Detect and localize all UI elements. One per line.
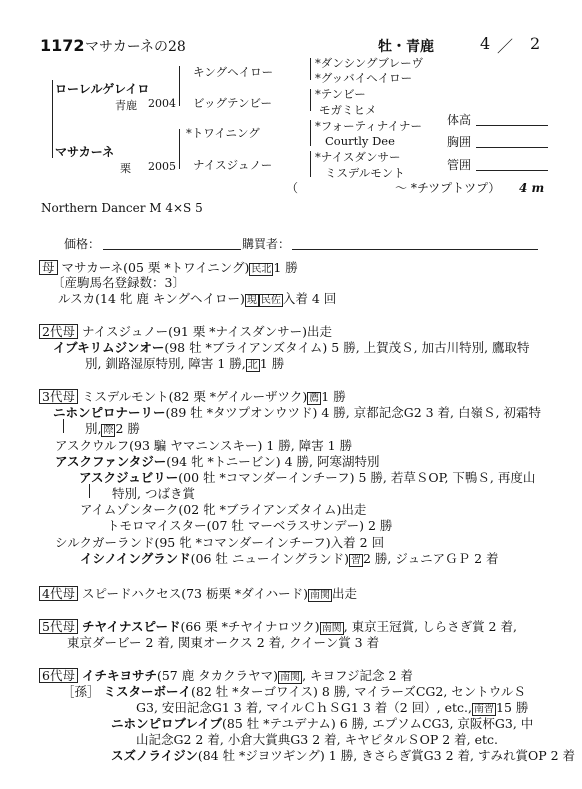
gen5-runner-name: チヤイナスピード bbox=[81, 619, 181, 634]
gen3-runner4-son-tag: 習 bbox=[351, 555, 361, 566]
gen4-label: 4代母 bbox=[39, 586, 78, 601]
dam-label: 母 bbox=[39, 260, 58, 275]
gen2-runner1-name: イブキリムジンオー bbox=[53, 340, 165, 355]
gen3-runner2: アスクウルフ(93 騙 ヤマニンスキー) 1 勝, 障害 1 勝 bbox=[55, 438, 353, 453]
dam-offspring-row bbox=[58, 289, 336, 307]
dam-line1-tail: 1 勝 bbox=[273, 260, 298, 275]
gen6-runner-tag: 南関 bbox=[280, 672, 301, 683]
birth-month: 4 bbox=[480, 34, 491, 53]
gen3-runner3-daughter: アイムゾンターク(02 牝 *ブライアンズタイム)出走 bbox=[80, 502, 367, 517]
gen6-grand2-name: ニホンピロブレイブ bbox=[111, 716, 223, 731]
offspring-tag1: 現 bbox=[246, 295, 257, 306]
gen6-runner-text: (57 鹿 タカクラヤマ) bbox=[156, 668, 279, 683]
gen3-runner4-son-tail: 2 勝, ジュニアＧＰ 2 着 bbox=[363, 551, 499, 566]
offspring-tail: 入着 4 回 bbox=[282, 291, 337, 306]
sire-dam: ビッグテンビー bbox=[193, 96, 273, 110]
girth-label: 胸囲 bbox=[447, 135, 472, 149]
gen6-runner-name: イチキヨサチ bbox=[81, 668, 157, 683]
catalog-number: 1172 bbox=[40, 36, 85, 55]
gen6-grand1-name: ミスターボーイ bbox=[103, 684, 192, 699]
gen3-runner4-son bbox=[80, 549, 499, 567]
sire-sire-dam: *グッバイヘイロー bbox=[315, 71, 413, 85]
gen3-runner1-tag: 際 bbox=[103, 425, 114, 436]
offspring-text: ルスカ(14 牝 鹿 キングヘイロー) bbox=[58, 291, 245, 306]
price-label: 価格： bbox=[64, 237, 101, 251]
gen4-dam-text: スピードハクセス(73 栃栗 *ダイハード) bbox=[81, 586, 309, 601]
gen6-grand2-cont: 山記念G2 2 着, 小倉大賞典G3 2 着, キヤピタルＳOP 2 着, etc. bbox=[136, 732, 498, 747]
cannon-label: 管囲 bbox=[447, 158, 472, 172]
dam-dam-sire: *ナイスダンサー bbox=[315, 150, 401, 164]
sex-color: 牡・青鹿 bbox=[378, 39, 434, 55]
gen2-runner1-tail: 1 勝 bbox=[259, 356, 285, 371]
gen4-dam-tail: 出走 bbox=[332, 586, 358, 601]
sire-year: 2004 bbox=[148, 97, 176, 110]
grandchild-label: ［孫］ bbox=[62, 684, 100, 699]
gen3-dam-text: ミスデルモント(82 栗 *ゲイルーザツク) bbox=[81, 389, 308, 404]
dam-foal-title: マサカーネの28 bbox=[85, 39, 186, 55]
offspring-tag2: 民佐 bbox=[260, 295, 281, 306]
height-label: 体高 bbox=[447, 113, 472, 127]
gen2-runner1-tag: 北 bbox=[247, 360, 258, 371]
gen4-dam-tag: 南関 bbox=[310, 590, 331, 601]
dam-sire-dam: Courtly Dee bbox=[325, 134, 395, 148]
dam-name: マサカーネ bbox=[55, 145, 115, 159]
gen5-runner-tail: , 東京王冠賞, しらさぎ賞 2 着, bbox=[343, 619, 517, 634]
gen3-son-cont: 特別, つばき賞 bbox=[112, 486, 195, 501]
gen4-line1 bbox=[39, 584, 357, 602]
gen6-grand2-text: (85 牡 *テユデナム) 6 勝, エプソムCG3, 京阪杯G3, 中 bbox=[222, 716, 534, 731]
gen3-dam-tail: 1 勝 bbox=[321, 389, 346, 404]
gen3-label: 3代母 bbox=[39, 389, 78, 404]
dam-dam: ナイスジュノー bbox=[193, 158, 273, 172]
gen6-grand1-tail: 15 勝 bbox=[496, 700, 529, 715]
sire-sire: キングヘイロー bbox=[193, 65, 274, 79]
sire-color: 青鹿 bbox=[115, 99, 137, 112]
gen2-runner1-cont-text: 別, 釧路湿原特別, 障害 1 勝, bbox=[85, 356, 246, 371]
gen6-grand1-text: (82 牡 *ターゴワイス) 8 勝, マイラーズCG2, セントウルＳ bbox=[191, 684, 526, 699]
gen2-dam-text: ナイスジュノー(91 栗 *ナイスダンサー)出走 bbox=[81, 324, 333, 339]
gen6-grand3 bbox=[111, 746, 575, 764]
gen6-grand3-text: (84 牡 *ジヨツギング) 1 勝, きさらぎ賞G3 2 着, すみれ賞OP 2 着 bbox=[197, 748, 575, 763]
gen3-runner1-tail: 2 勝 bbox=[115, 421, 140, 436]
dam-line1-text: マサカーネ(05 栗 *トワイニング) bbox=[61, 260, 250, 275]
gen3-runner3-text: (94 牝 *トニービン) 4 勝, 阿寒湖特別 bbox=[166, 454, 380, 469]
gen3-dam-tag: 薦 bbox=[309, 393, 320, 404]
birth-separator: ／ bbox=[497, 37, 514, 56]
dam-dam-dam: ミスデルモント bbox=[325, 166, 405, 180]
gen5-runner-cont: 東京ダービー 2 着, 関東オークス 2 着, クイーン賞 3 着 bbox=[67, 635, 380, 650]
dam-year: 2005 bbox=[148, 160, 176, 173]
gen3-runner4: シルクガーランド(95 牝 *コマンダーインチーフ)入着 2 回 bbox=[55, 535, 385, 550]
dam-color: 栗 bbox=[120, 162, 131, 175]
gen3-runner1-cont bbox=[85, 419, 140, 437]
gen6-grand3-name: スズノライジン bbox=[111, 748, 198, 763]
gen2-label: 2代母 bbox=[39, 324, 78, 339]
gen5-runner-tag: 南関 bbox=[321, 623, 342, 634]
dam-offspring-count: 〔産駒馬名登録数：3〕 bbox=[52, 275, 185, 290]
sire-sire-sire: *ダンシングブレーヴ bbox=[315, 56, 424, 70]
gen2-runner1-cont bbox=[85, 354, 284, 372]
gen6-grand1-tag: 南習 bbox=[474, 704, 494, 715]
gen5-runner-text: (66 栗 *チヤイナロツク) bbox=[180, 619, 320, 634]
dam-sire: *トワイニング bbox=[186, 126, 260, 140]
dam-line1-tag: 民北 bbox=[251, 264, 272, 275]
birth-day: 2 bbox=[530, 34, 541, 53]
buyer-label: 購買者： bbox=[242, 237, 291, 251]
gen3-son-name: アスクジュビリー bbox=[79, 470, 179, 485]
gen2-runner1-text: (98 牡 *ブライアンズタイム) 5 勝, 上賀茂Ｓ, 加古川特別, 鷹取特 bbox=[164, 340, 530, 355]
gen5-label: 5代母 bbox=[39, 619, 78, 634]
gen3-runner3-name: アスクファンタジー bbox=[55, 454, 167, 469]
gen3-runner1-text: (89 牡 *タツプオンウツド) 4 勝, 京都記念G2 3 着, 白嶺Ｓ, 初霜特 bbox=[165, 405, 541, 420]
gen3-son-text: (00 牡 *コマンダーインチーフ) 5 勝, 若草ＳOP, 下鴨Ｓ, 再度山 bbox=[178, 470, 536, 485]
gen3-granddaughter-son: トモロマイスター(07 牡 マーベラスサンデー) 2 勝 bbox=[107, 518, 393, 533]
gen3-runner1-name: ニホンピロナーリー bbox=[53, 405, 166, 420]
extra-paren: （ bbox=[286, 181, 299, 195]
gen6-label: 6代母 bbox=[39, 668, 78, 683]
sire-dam-sire: *テンビー bbox=[315, 87, 366, 101]
gen3-runner4-son-name: イシノイングランド bbox=[80, 551, 191, 566]
gen6-runner-tail: , キヨフジ記念 2 着 bbox=[302, 668, 413, 683]
gen3-runner4-son-text: (06 牡 ニューイングランド) bbox=[190, 551, 349, 566]
inbreeding: Northern Dancer M 4×S 5 bbox=[41, 201, 203, 215]
gen6-grand1-cont-text: G3, 安田記念G1 3 着, マイルＣｈＳG1 3 着（2 回）, etc., bbox=[136, 700, 472, 715]
sire-name: ローレルゲレイロ bbox=[55, 82, 150, 96]
gen3-runner1-cont-text: 別, bbox=[85, 421, 102, 436]
sire-dam-dam: モガミヒメ bbox=[319, 103, 377, 117]
extra-tail: 〜 *チツプトツプ） bbox=[395, 181, 501, 195]
distance: 4 m bbox=[519, 181, 545, 195]
dam-sire-sire: *フォーティナイナー bbox=[315, 119, 422, 133]
